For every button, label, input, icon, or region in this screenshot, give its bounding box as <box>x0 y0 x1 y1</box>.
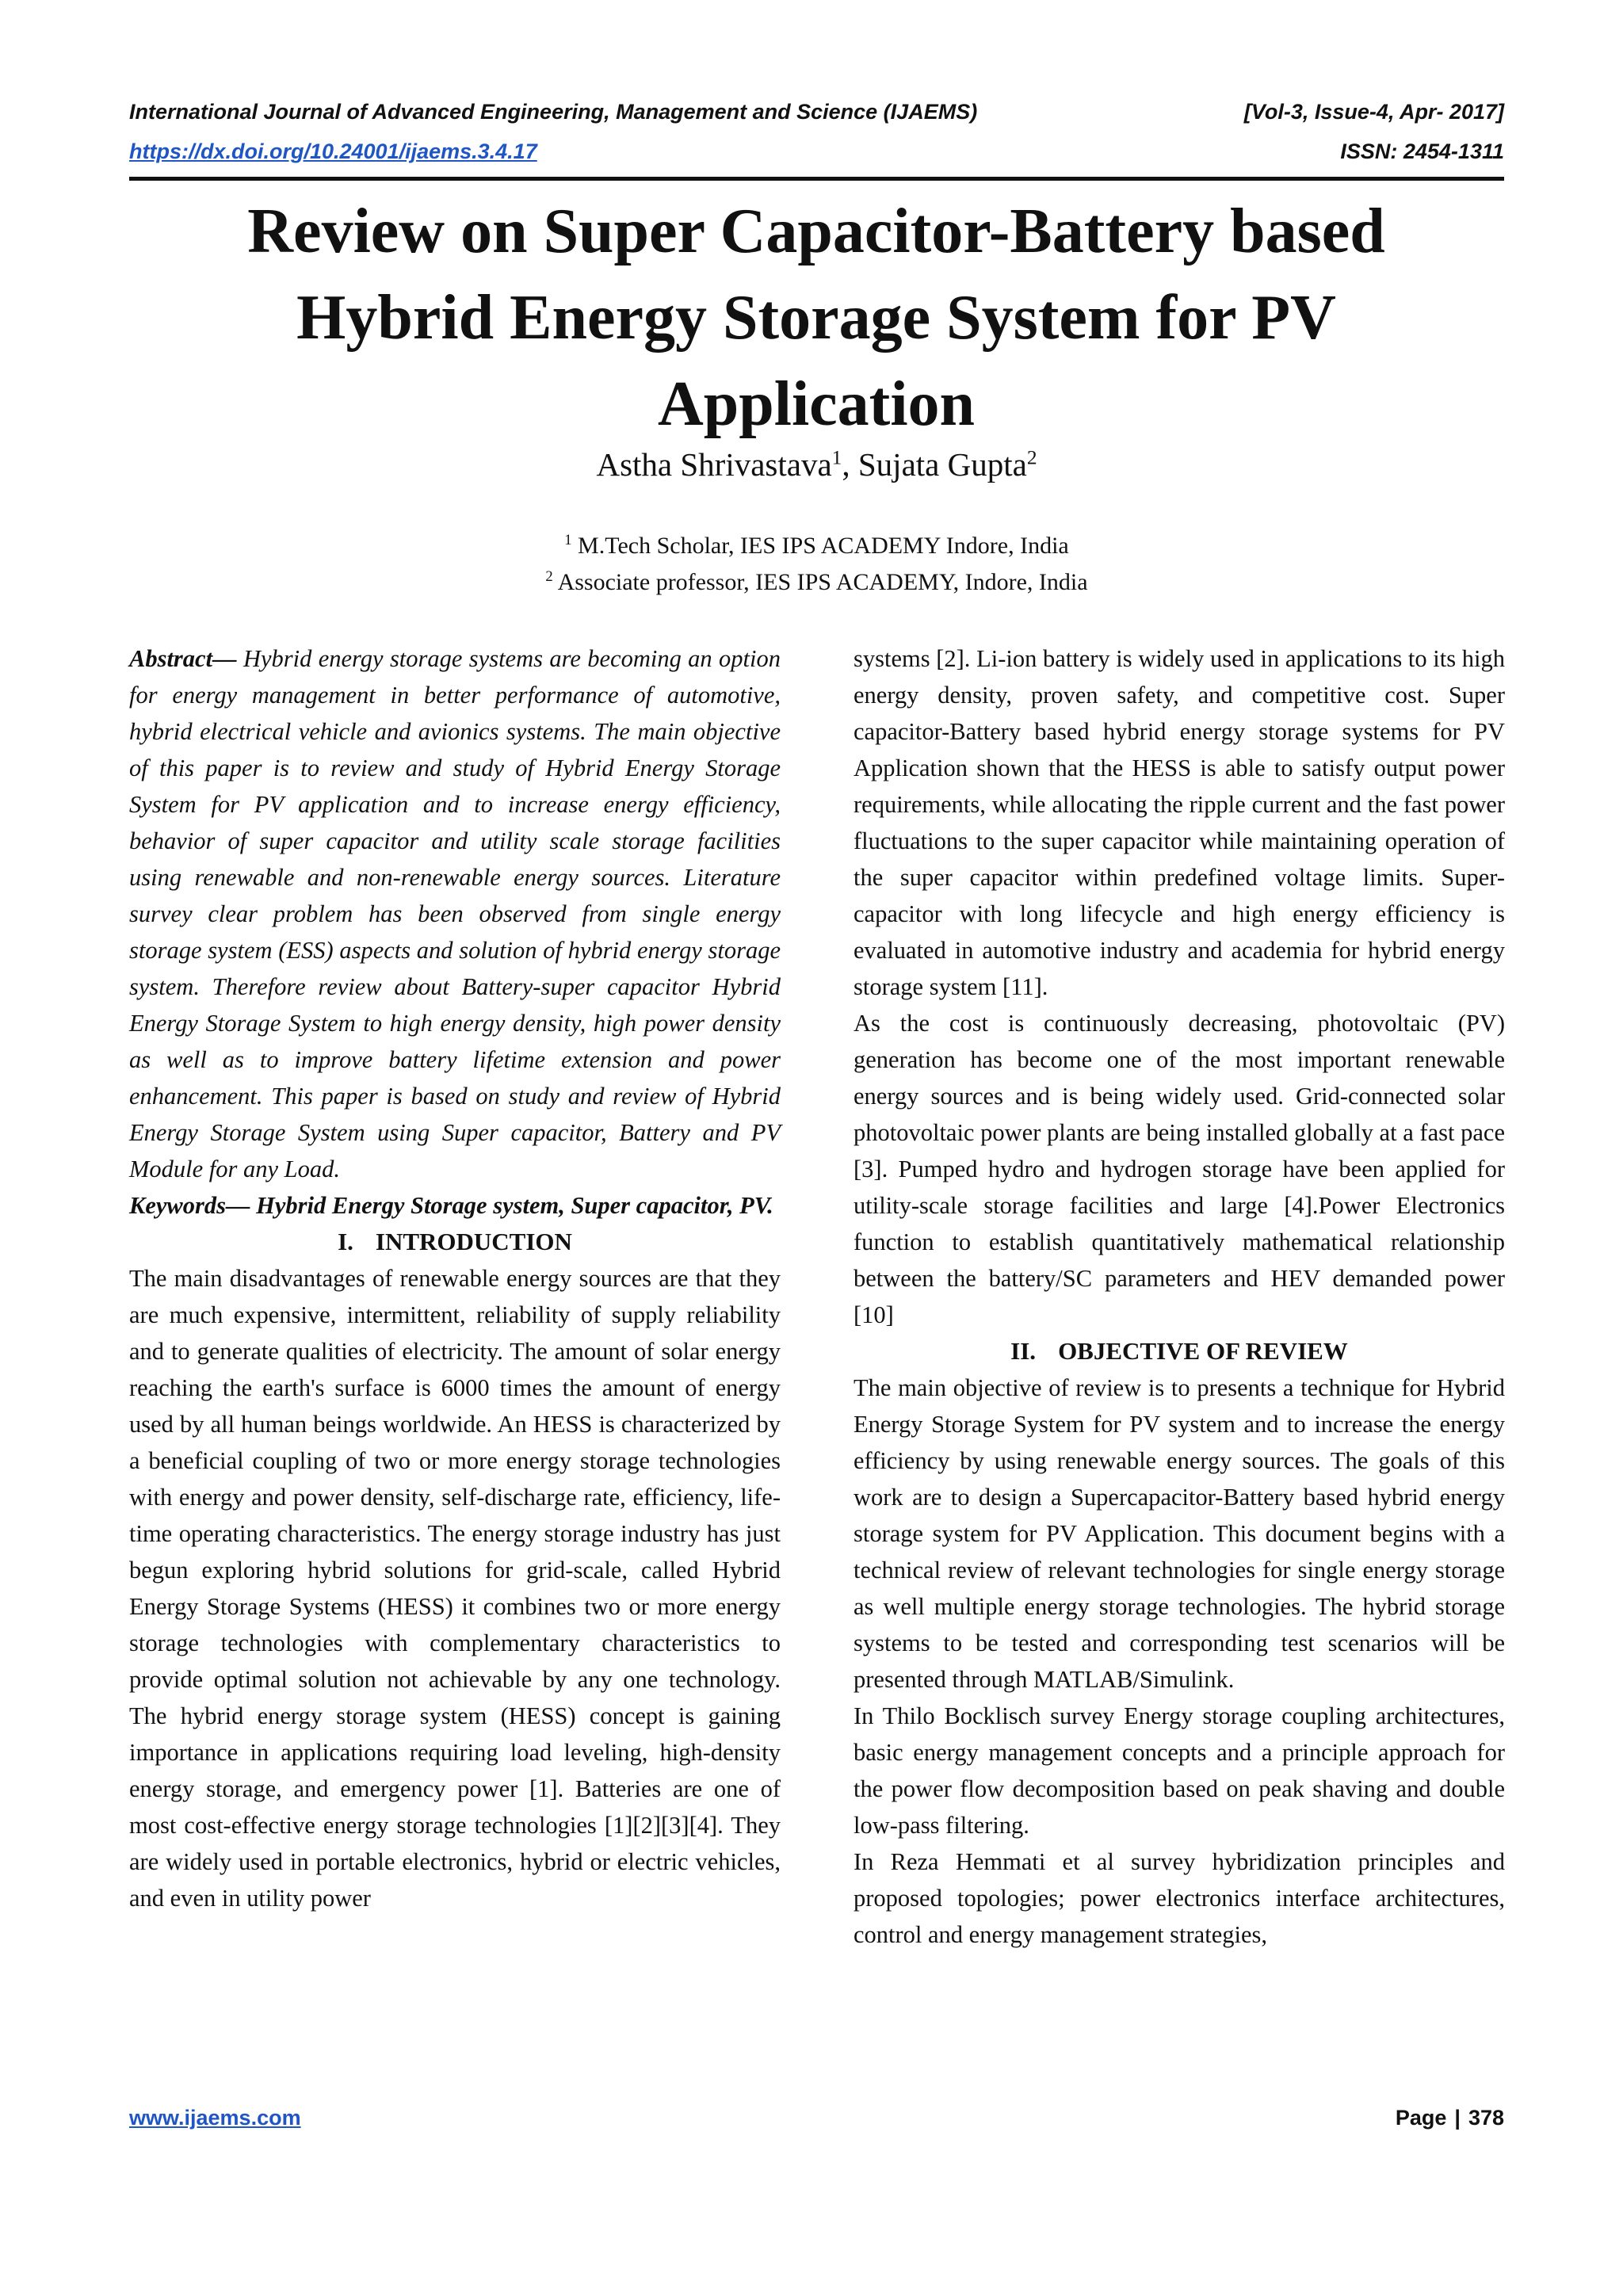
author-list <box>129 445 1504 483</box>
journal-name: International Journal of Advanced Engineering, Management and Science (IJAEMS) <box>129 100 978 124</box>
section-number: I. <box>338 1228 353 1255</box>
author-name: Astha Shrivastava <box>596 446 832 483</box>
volume-issue: [Vol-3, Issue-4, Apr- 2017] <box>1243 100 1504 124</box>
website-link[interactable]: www.ijaems.com <box>129 2106 301 2130</box>
affiliation <box>129 569 1504 596</box>
keywords: Keywords— Hybrid Energy Storage system, Super capacitor, PV. <box>129 1192 773 1219</box>
author-separator: , <box>842 446 858 483</box>
affiliation-mark: 2 <box>545 568 553 585</box>
page-footer <box>129 2106 1504 2130</box>
abstract-label: Abstract— <box>129 645 237 672</box>
paper-title: Review on Super Capacitor-Battery based Hybrid Energy Storage System for PV Application <box>247 197 1385 439</box>
author-affil-mark: 2 <box>1026 446 1037 469</box>
abstract <box>129 640 781 1187</box>
section-title: INTRODUCTION <box>375 1228 572 1255</box>
body-paragraph: The main disadvantages of renewable energy sources are that they are much expensive, intermittent, reliability of supply reliability and to generate qualities of electricity. The amount of solar energy reaching the earth's surface is 6000 times the amount of energy used by all human beings worldwide. An HESS is characterized by a beneficial coupling of two or more energy storage technologies with energy and power density, self-discharge rate, efficiency, life-time operating characteristics. The energy storage industry has just begun exploring hybrid solutions for grid-scale, called Hybrid Energy Storage Systems (HESS) it combines two or more energy storage technologies with complementary characteristics to provide optimal solution not achievable by any one technology. The hybrid energy storage system (HESS) concept is gaining importance in applications requiring load leveling, high-density energy storage, and emergency power [1]. Batteries are one of most cost-effective energy storage technologies [1][2][3][4]. They are widely used in portable electronics, hybrid or electric vehicles, and even in utility power <box>129 1265 781 1912</box>
affiliation-text: Associate professor, IES IPS ACADEMY, Indore, India <box>557 569 1088 595</box>
body-paragraph: In Reza Hemmati et al survey hybridization principles and proposed topologies; power electronics interface architectures, control and energy management strategies, <box>854 1848 1505 1948</box>
body-paragraph: In Thilo Bocklisch survey Energy storage coupling architectures, basic energy management concepts and a principle approach for the power flow decomposition based on peak shaving and double low-pass filtering. <box>854 1702 1505 1839</box>
body-paragraph: As the cost is continuously decreasing, photovoltaic (PV) generation has become one of the most important renewable energy sources and is being widely used. Grid-connected solar photovoltaic power plants are being installed globally at a fast pace [3]. Pumped hydro and hydrogen storage have been applied for utility-scale storage facilities and large [4].Power Electronics function to establish quantitatively mathematical relationship between the battery/SC parameters and HEV demanded power [10] <box>854 1010 1505 1328</box>
page-label: Page <box>1395 2106 1447 2130</box>
body-paragraph: systems [2]. Li-ion battery is widely used in applications to its high energy density, proven safety, and competitive cost. Super capacitor-Battery based hybrid energy storage systems for PV Application shown that the HESS is able to satisfy output power requirements, while allocating the ripple current and the fast power fluctuations to the super capacitor while maintaining operation of the super capacitor within predefined voltage limits. Super-capacitor with long lifecycle and high energy efficiency is evaluated in automotive industry and academia for hybrid energy storage system [11]. <box>854 645 1505 1000</box>
issn: ISSN: 2454-1311 <box>1340 139 1504 163</box>
section-heading-objective <box>854 1333 1505 1370</box>
page-number: 378 <box>1468 2106 1504 2130</box>
body-paragraph: The main objective of review is to presents a technique for Hybrid Energy Storage System for PV system and to increase the energy efficiency by using renewable energy sources. The goals of this work are to design a Supercapacitor-Battery based hybrid energy storage system for PV Application. This document begins with a technical review of relevant technologies for single energy storage as well multiple energy storage technologies. The hybrid storage systems to be tested and corresponding test scenarios will be presented through MATLAB/Simulink. <box>854 1374 1505 1693</box>
section-title: OBJECTIVE OF REVIEW <box>1058 1337 1348 1365</box>
page-separator: | <box>1454 2106 1461 2130</box>
abstract-text: Hybrid energy storage systems are becoming an option for energy management in better performance of automotive, hybrid electrical vehicle and avionics systems. The main objective of this paper is to review and study of Hybrid Energy Storage System for PV application and to increase energy efficiency, behavior of super capacitor and utility scale storage facilities using renewable and non-renewable energy sources. Literature survey clear problem has been observed from single energy storage system (ESS) aspects and solution of hybrid energy storage system. Therefore review about Battery-super capacitor Hybrid Energy Storage System to high energy density, high power density as well as to improve battery lifetime extension and power enhancement. This paper is based on study and review of Hybrid Energy Storage System using Super capacitor, Battery and PV Module for any Load. <box>129 645 781 1182</box>
right-column <box>854 640 1505 1953</box>
section-number: II. <box>1010 1337 1037 1365</box>
affiliation-mark: 1 <box>564 532 572 548</box>
left-column <box>129 640 781 1916</box>
section-heading-introduction <box>129 1224 781 1260</box>
running-header <box>129 100 1504 124</box>
author-affil-mark: 1 <box>831 446 842 469</box>
affiliation-text: M.Tech Scholar, IES IPS ACADEMY Indore, India <box>578 533 1069 559</box>
author-name: Sujata Gupta <box>857 446 1027 483</box>
doi-link[interactable]: https://dx.doi.org/10.24001/ijaems.3.4.17 <box>129 139 537 163</box>
page-indicator <box>1396 2106 1504 2130</box>
header-divider <box>129 177 1504 181</box>
affiliation <box>129 533 1504 560</box>
doi-row <box>129 139 1504 164</box>
